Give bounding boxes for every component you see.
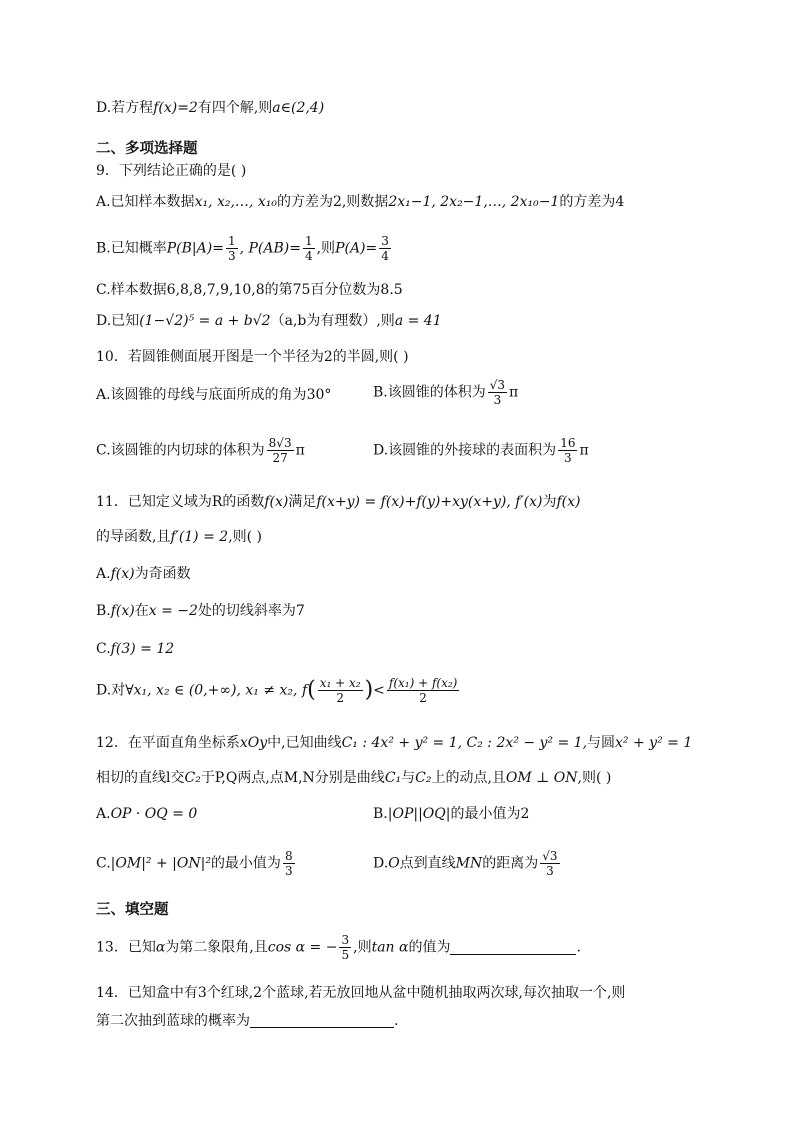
text: D.该圆锥的外接球的表面积为 [373, 442, 557, 459]
text: ,则( ) [228, 529, 263, 545]
math: α [155, 939, 166, 956]
math: C₁ [384, 770, 402, 786]
text: C. [96, 855, 111, 872]
section-heading-fill-in: 三、填空题 [96, 902, 169, 918]
text: ,则 [316, 240, 336, 257]
fraction: $\frac{3}{5}$ [341, 933, 350, 962]
math: P(A)= [335, 240, 378, 257]
math: f(x) [110, 566, 135, 582]
text: 满足 [288, 494, 317, 510]
text: ,则( ) [577, 770, 612, 786]
q11-option-b [96, 601, 305, 621]
math: f(x) [556, 494, 581, 510]
math: a∈(2,4) [272, 100, 325, 116]
math: 2x₁−1, 2x₂−1,…, 2x₁₀−1 [388, 194, 560, 210]
math: 30° [306, 387, 332, 403]
question-9: 9．下列结论正确的是( ) [96, 163, 247, 179]
text: 的最小值为2 [450, 806, 530, 822]
text: 中,已知曲线 [267, 735, 342, 751]
text: 与 [401, 770, 416, 786]
text: B. [373, 806, 388, 822]
q9-option-a [96, 192, 624, 212]
answer-blank [450, 940, 576, 955]
math: π [295, 442, 305, 459]
math: x = −2 [148, 603, 198, 619]
q9-option-b [96, 234, 393, 263]
text: 12．在平面直角坐标系 [96, 735, 240, 751]
text: 相切的直线l交 [96, 770, 185, 786]
math: x² + y² = 1 [615, 735, 693, 751]
math: π [579, 442, 589, 459]
math: a = 41 [394, 313, 442, 329]
q10-option-d [373, 436, 589, 465]
fraction: $\frac{\text{x₁ + x₂}}{2}$ [319, 676, 361, 705]
fraction: $\frac{1}{4}$ [304, 234, 313, 263]
text: 13．已知 [96, 939, 156, 956]
q11-option-a [96, 564, 191, 584]
q12-option-b [373, 804, 529, 824]
fraction: $\frac{8√3}{27}$ [268, 436, 292, 465]
text: . [394, 1013, 399, 1029]
math: f′(1) = 2 [170, 529, 229, 545]
text: 与圆 [587, 735, 616, 751]
q12-option-c [96, 849, 297, 878]
q9-option-d [96, 311, 442, 331]
paren: ) [364, 677, 374, 703]
text: A.已知样本数据 [96, 194, 195, 210]
math: C₁ : 4x² + y² = 1, C₂ : 2x² − y² = 1, [341, 735, 588, 751]
text: C.该圆锥的内切球的体积为 [96, 442, 265, 459]
fraction: $\frac{16}{3}$ [560, 436, 576, 465]
text: 于P,Q两点,点M,N分别是曲线 [200, 770, 385, 786]
text: B.该圆锥的体积为 [373, 384, 486, 401]
fraction: $\frac{3}{4}$ [381, 234, 389, 263]
q12-option-a [96, 804, 197, 824]
text: A.该圆锥的母线与底面所成的角为 [96, 387, 307, 403]
math: MN [455, 855, 483, 872]
fraction: $\frac{√3}{3}$ [489, 378, 506, 407]
math: tan α [371, 939, 409, 956]
math: x₁, x₂,…, x₁₀ [194, 194, 277, 210]
q11-option-d [96, 676, 461, 705]
math: ∀x₁, x₂ ∈ (0,+∞), x₁ ≠ x₂, f [125, 682, 308, 699]
q10-option-b [373, 378, 518, 407]
math: C₂ [184, 770, 201, 786]
text: 的值为 [408, 939, 451, 956]
fraction: $\frac{\text{f(x₁) + f(x₂)}}{2}$ [388, 676, 458, 705]
text: 处的切线斜率为7 [197, 603, 305, 619]
text: 为第二象限角,且 [165, 939, 268, 956]
text: . [576, 939, 581, 956]
question-13 [96, 933, 581, 962]
text: D.若方程 [96, 100, 154, 116]
question-14-cont [96, 1011, 398, 1031]
text: 上的动点,且 [431, 770, 506, 786]
question-10: 10．若圆锥侧面展开图是一个半径为2的半圆,则( ) [96, 349, 409, 365]
text: 为 [542, 494, 557, 510]
text: 11．已知定义域为R的函数 [96, 494, 265, 510]
question-12 [96, 733, 692, 753]
q11-option-c [96, 639, 174, 659]
question-11 [96, 492, 580, 512]
text: D.已知 [96, 313, 140, 329]
answer-blank [250, 1013, 394, 1028]
math: f(x) [110, 603, 135, 619]
question-12-cont [96, 768, 611, 788]
math: OP · OQ = 0 [110, 806, 198, 822]
fraction: $\frac{8}{3}$ [284, 849, 293, 878]
text: 为奇函数 [134, 566, 191, 582]
question-11-cont [96, 527, 262, 547]
math: f(x+y) = f(x)+f(y)+xy(x+y), f′(x) [316, 494, 543, 510]
text: D. [373, 855, 389, 872]
text: 的导函数,且 [96, 529, 171, 545]
text: B. [96, 603, 111, 619]
math: O [388, 855, 400, 872]
text: A. [96, 566, 111, 582]
math: f(x) [264, 494, 289, 510]
text: 的距离为 [482, 855, 539, 872]
text: D.对 [96, 682, 126, 699]
text: C. [96, 641, 111, 657]
q10-option-c [96, 436, 305, 465]
text: 第二次抽到蓝球的概率为 [96, 1013, 250, 1029]
question-14: 14．已知盒中有3个红球,2个蓝球,若无放回地从盆中随机抽取两次球,每次抽取一个,则 [96, 985, 626, 1001]
math: xOy [239, 735, 268, 751]
text: （a,b为有理数）,则 [270, 313, 395, 329]
math: , P(AB)= [239, 240, 301, 257]
text: 的方差为4 [559, 194, 625, 210]
text: 有四个解,则 [197, 100, 273, 116]
text: 的最小值为 [210, 855, 281, 872]
section-heading-multiple-choice: 二、多项选择题 [96, 141, 198, 157]
text: 点到直线 [399, 855, 456, 872]
math: (1−√2)⁵ = a + b√2 [139, 313, 271, 329]
math: |OP||OQ| [387, 806, 451, 822]
text: B.已知概率 [96, 240, 167, 257]
math: cos α = − [267, 939, 338, 956]
q10-option-a [96, 385, 331, 405]
fraction: $\frac{1}{3}$ [227, 234, 236, 263]
math: C₂ [415, 770, 432, 786]
math: π [509, 384, 519, 401]
math: P(B|A)= [166, 240, 224, 257]
text: A. [96, 806, 111, 822]
q8-option-d [96, 98, 324, 118]
text: 的方差为2,则数据 [276, 194, 389, 210]
q9-option-c: C.样本数据6,8,8,7,9,10,8的第75百分位数为8.5 [96, 282, 403, 298]
q12-option-d [373, 849, 562, 878]
text: ,则 [353, 939, 372, 956]
math: < [373, 682, 385, 699]
math: f(3) = 12 [110, 641, 175, 657]
math: |OM|² + |ON|² [110, 855, 211, 872]
math: OM ⊥ ON [505, 770, 578, 786]
paren: ( [307, 677, 316, 703]
math: f(x)=2 [153, 100, 198, 116]
fraction: $\frac{√3}{3}$ [542, 849, 558, 878]
text: 在 [134, 603, 149, 619]
